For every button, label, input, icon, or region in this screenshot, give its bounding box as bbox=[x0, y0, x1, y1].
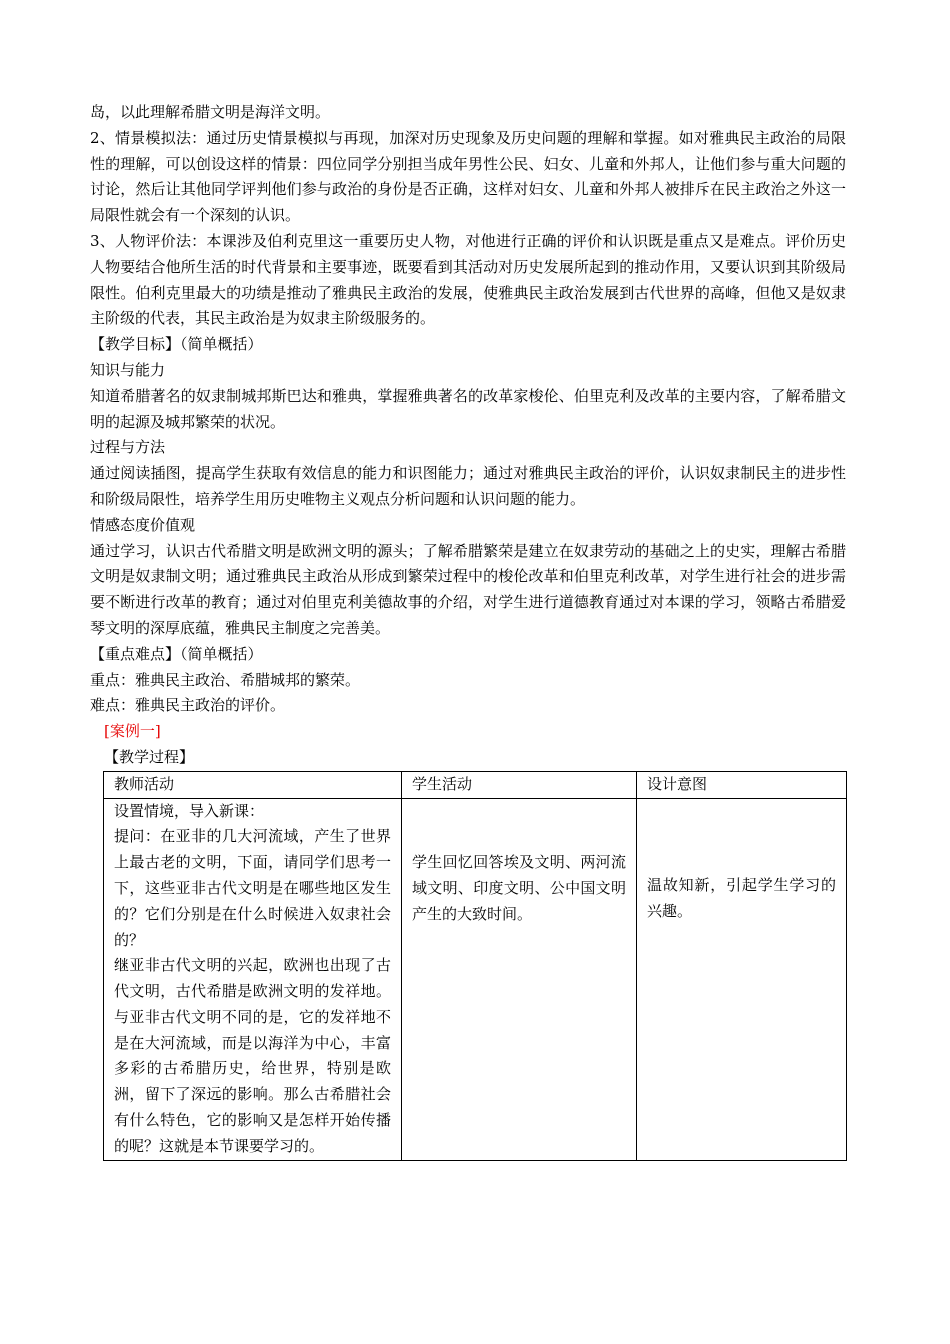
paragraph-process: 通过阅读插图，提高学生获取有效信息的能力和识图能力；通过对雅典民主政治的评价，认识奴隶制民主的进步性和阶级局限性，培养学生用历史唯物主义观点分析问题和认识问题的能力。 bbox=[90, 464, 846, 508]
header-design-intent: 设计意图 bbox=[637, 771, 847, 798]
paragraph-key-point: 重点：雅典民主政治、希腊城邦的繁荣。 bbox=[90, 670, 361, 689]
case-label: [案例一] bbox=[104, 722, 161, 741]
header-teacher-activity: 教师活动 bbox=[104, 771, 402, 798]
cell-student-activity: 学生回忆回答埃及文明、两河流域文明、印度文明、公中国文明产生的大致时间。 bbox=[402, 798, 637, 1160]
heading-teaching-process: 【教学过程】 bbox=[104, 747, 195, 766]
paragraph-difficult-point: 难点：雅典民主政治的评价。 bbox=[90, 696, 286, 715]
paragraph-values: 通过学习，认识古代希腊文明是欧洲文明的源头；了解希腊繁荣是建立在奴隶劳动的基础之上的史实，理解古希腊文明是奴隶制文明；通过雅典民主政治从形成到繁荣过程中的梭伦改革和伯里克利改革，对学生进行社会的进步需要不断进行改革的教育；通过对伯里克利美德故事的介绍，对学生进行道德教育通过对本课的学习，领略古希腊爱琴文明的深厚底蕴，雅典民主制度之完善美。 bbox=[90, 541, 846, 637]
header-student-activity: 学生活动 bbox=[402, 771, 637, 798]
table-header-row bbox=[104, 771, 847, 798]
paragraph-method-2: 2、情景模拟法：通过历史情景模拟与再现，加深对历史现象及历史问题的理解和掌握。如对雅典民主政治的局限性的理解，可以创设这样的情景：四位同学分别担当成年男性公民、妇女、儿童和外邦人，让他们参与重大问题的讨论，然后让其他同学评判他们参与政治的身份是否正确，这样对妇女、儿童和外邦人被排斥在民主政治之外这一局限性就会有一个深刻的认识。 bbox=[90, 128, 846, 225]
subheading-knowledge: 知识与能力 bbox=[90, 360, 166, 379]
cell-design-intent: 温故知新，引起学生学习的兴趣。 bbox=[637, 798, 847, 1160]
teaching-process-table bbox=[103, 771, 847, 1161]
subheading-values: 情感态度价值观 bbox=[90, 515, 196, 534]
subheading-process: 过程与方法 bbox=[90, 438, 166, 457]
cell-teacher-activity: 设置情境，导入新课： 提问：在亚非的几大河流域，产生了世界上最古老的文明，下面，请同学们思考一下，这些亚非古代文明是在哪些地区发生的？它们分别是在什么时候进入奴隶社会的？ 继亚非古代文明的兴起，欧洲也出现了古代文明，古代希腊是欧洲文明的发祥地。与亚非古代文明不同的是，它的发祥地不是在大河流域，而是以海洋为中心，丰富多彩的古希腊历史，给世界，特别是欧洲，留下了深远的影响。那么古希腊社会有什么特色，它的影响又是怎样开始传播的呢？这就是本节课要学习的。 bbox=[104, 798, 402, 1160]
heading-teaching-goals: 【教学目标】（简单概括） bbox=[90, 335, 263, 354]
paragraph-knowledge: 知道希腊著名的奴隶制城邦斯巴达和雅典，掌握雅典著名的改革家梭伦、伯里克利及改革的主要内容，了解希腊文明的起源及城邦繁荣的状况。 bbox=[90, 386, 846, 431]
table-row bbox=[104, 798, 847, 1160]
paragraph-continuation: 岛，以此理解希腊文明是海洋文明。 bbox=[90, 103, 331, 121]
paragraph-method-3: 3、人物评价法：本课涉及伯利克里这一重要历史人物，对他进行正确的评价和认识既是重点又是难点。评价历史人物要结合他所生活的时代背景和主要事迹，既要看到其活动对历史发展所起到的推动作用，又要认识到其阶级局限性。伯利克里最大的功绩是推动了雅典民主政治的发展，使雅典民主政治发展到古代世界的高峰，但他又是奴隶主阶级的代表，其民主政治是为奴隶主阶级服务的。 bbox=[90, 231, 846, 328]
heading-key-points: 【重点难点】（简单概括） bbox=[90, 644, 263, 663]
